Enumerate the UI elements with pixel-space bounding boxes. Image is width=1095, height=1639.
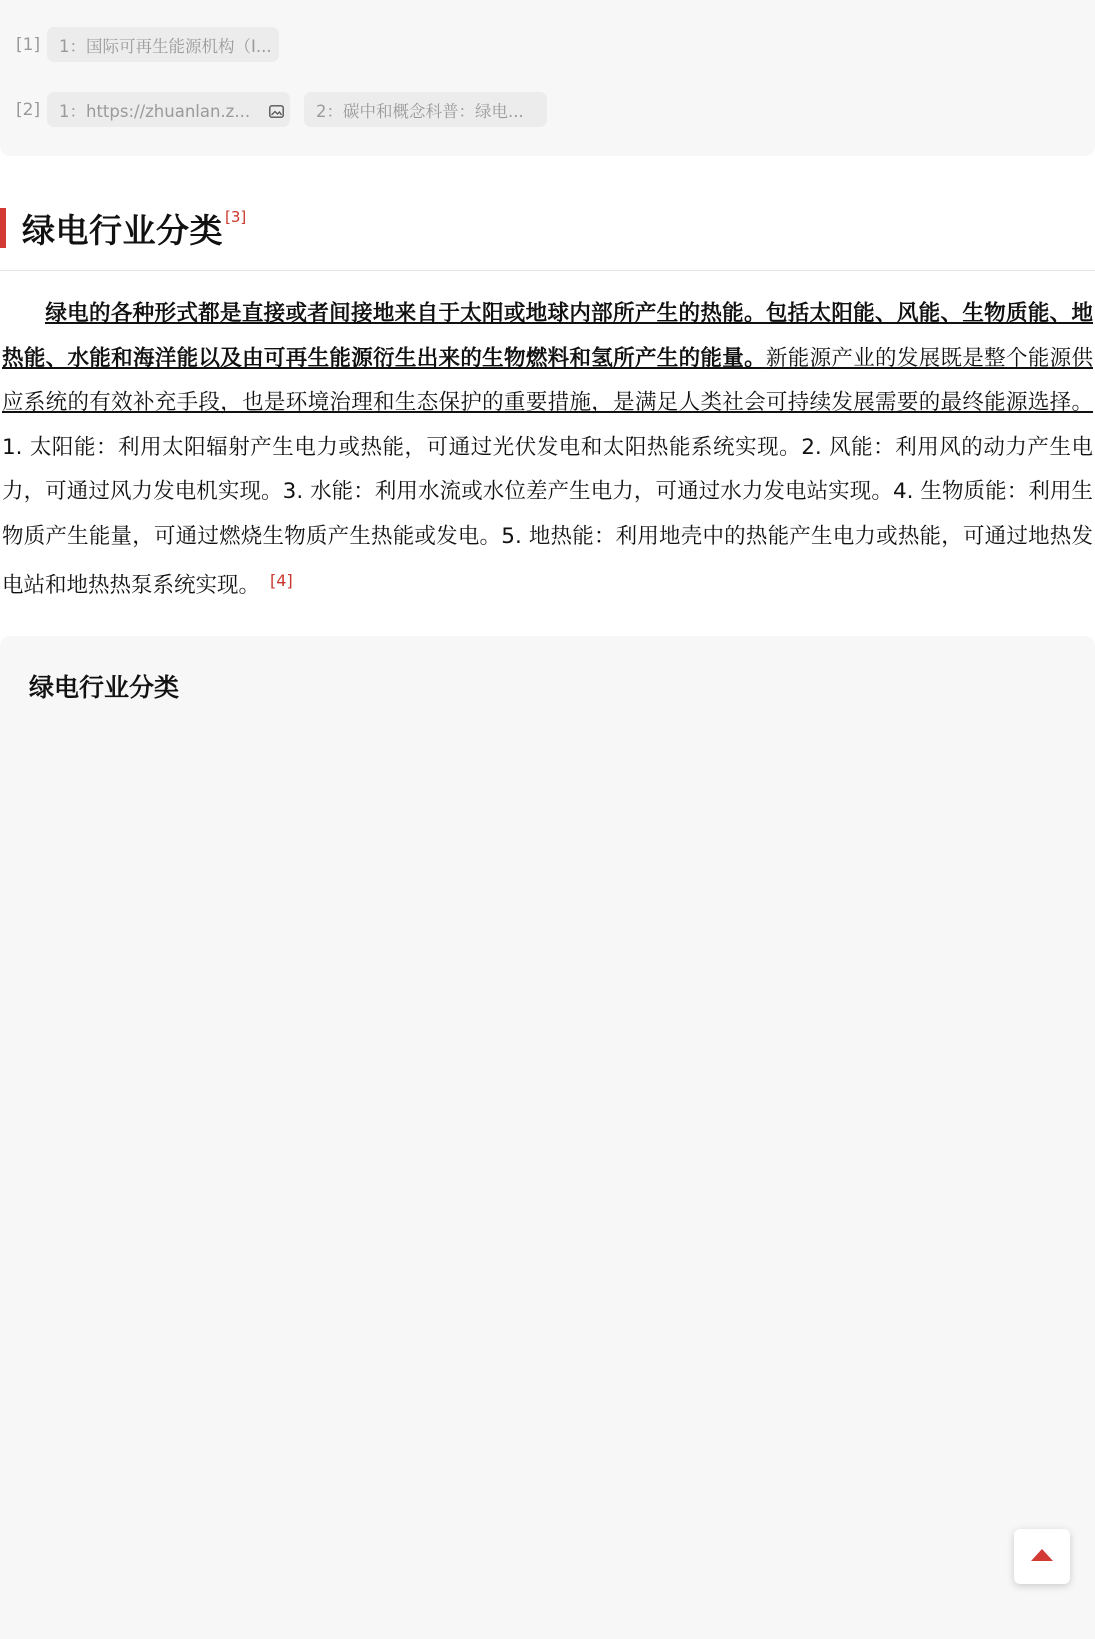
reference-row-1 <box>16 27 279 62</box>
references-box <box>0 0 1095 156</box>
image-icon[interactable] <box>269 103 284 116</box>
reference-index: [2] <box>16 99 41 120</box>
divider <box>0 270 1095 271</box>
body-paragraph <box>2 292 1093 609</box>
panel-title: 绿电行业分类 <box>29 673 180 702</box>
back-to-top-button[interactable] <box>1014 1529 1070 1584</box>
reference-chip-label: 1：国际可再生能源机构（I... <box>59 36 272 56</box>
reference-chip-label: 1：https://zhuanlan.z... <box>59 101 251 121</box>
caret-up-icon <box>1030 1547 1054 1566</box>
content-panel <box>0 636 1095 1639</box>
reference-index: [1] <box>16 34 41 55</box>
section-title: 绿电行业分类 <box>22 210 223 250</box>
underlined-text: 新能源产业的发展既是整个能源供应系统的有效补充手段，也是环境治理和生态保护的重要措施，是满足人类社会可持续发展需要的最终能源选择。 <box>2 345 1093 415</box>
reference-row-2 <box>16 92 547 127</box>
reference-chip-label: 2：碳中和概念科普：绿电... <box>316 101 524 121</box>
section-heading <box>0 206 246 250</box>
reference-chip[interactable] <box>304 92 547 127</box>
highlighted-text: 绿电的各种形式都是直接或者间接地来自于太阳或地球内部所产生的热能。包括太阳能、风能、生物质能、地热能、水能和海洋能以及由可再生能源衍生出来的生物燃料和氢所产生的能量。 <box>2 301 1093 371</box>
plain-text: 1. 太阳能：利用太阳辐射产生电力或热能，可通过光伏发电和太阳热能系统实现。2. 风能：利用风的动力产生电力，可通过风力发电机实现。3. 水能：利用水流或水位差产生电力，可通过水力发电站实现。4. 生物质能：利用生物质产生能量，可通过燃烧生物质产生热能或发电。5. 地热能：利用地壳中的热能产生电力或热能，可通过地热发电站和地热热泵系统实现。 <box>2 434 1093 598</box>
citation-link[interactable]: [3] <box>225 208 247 226</box>
citation-link[interactable]: [4] <box>270 571 293 590</box>
reference-chip[interactable] <box>47 92 290 127</box>
reference-chip[interactable] <box>47 27 279 62</box>
heading-accent-bar <box>0 208 6 248</box>
